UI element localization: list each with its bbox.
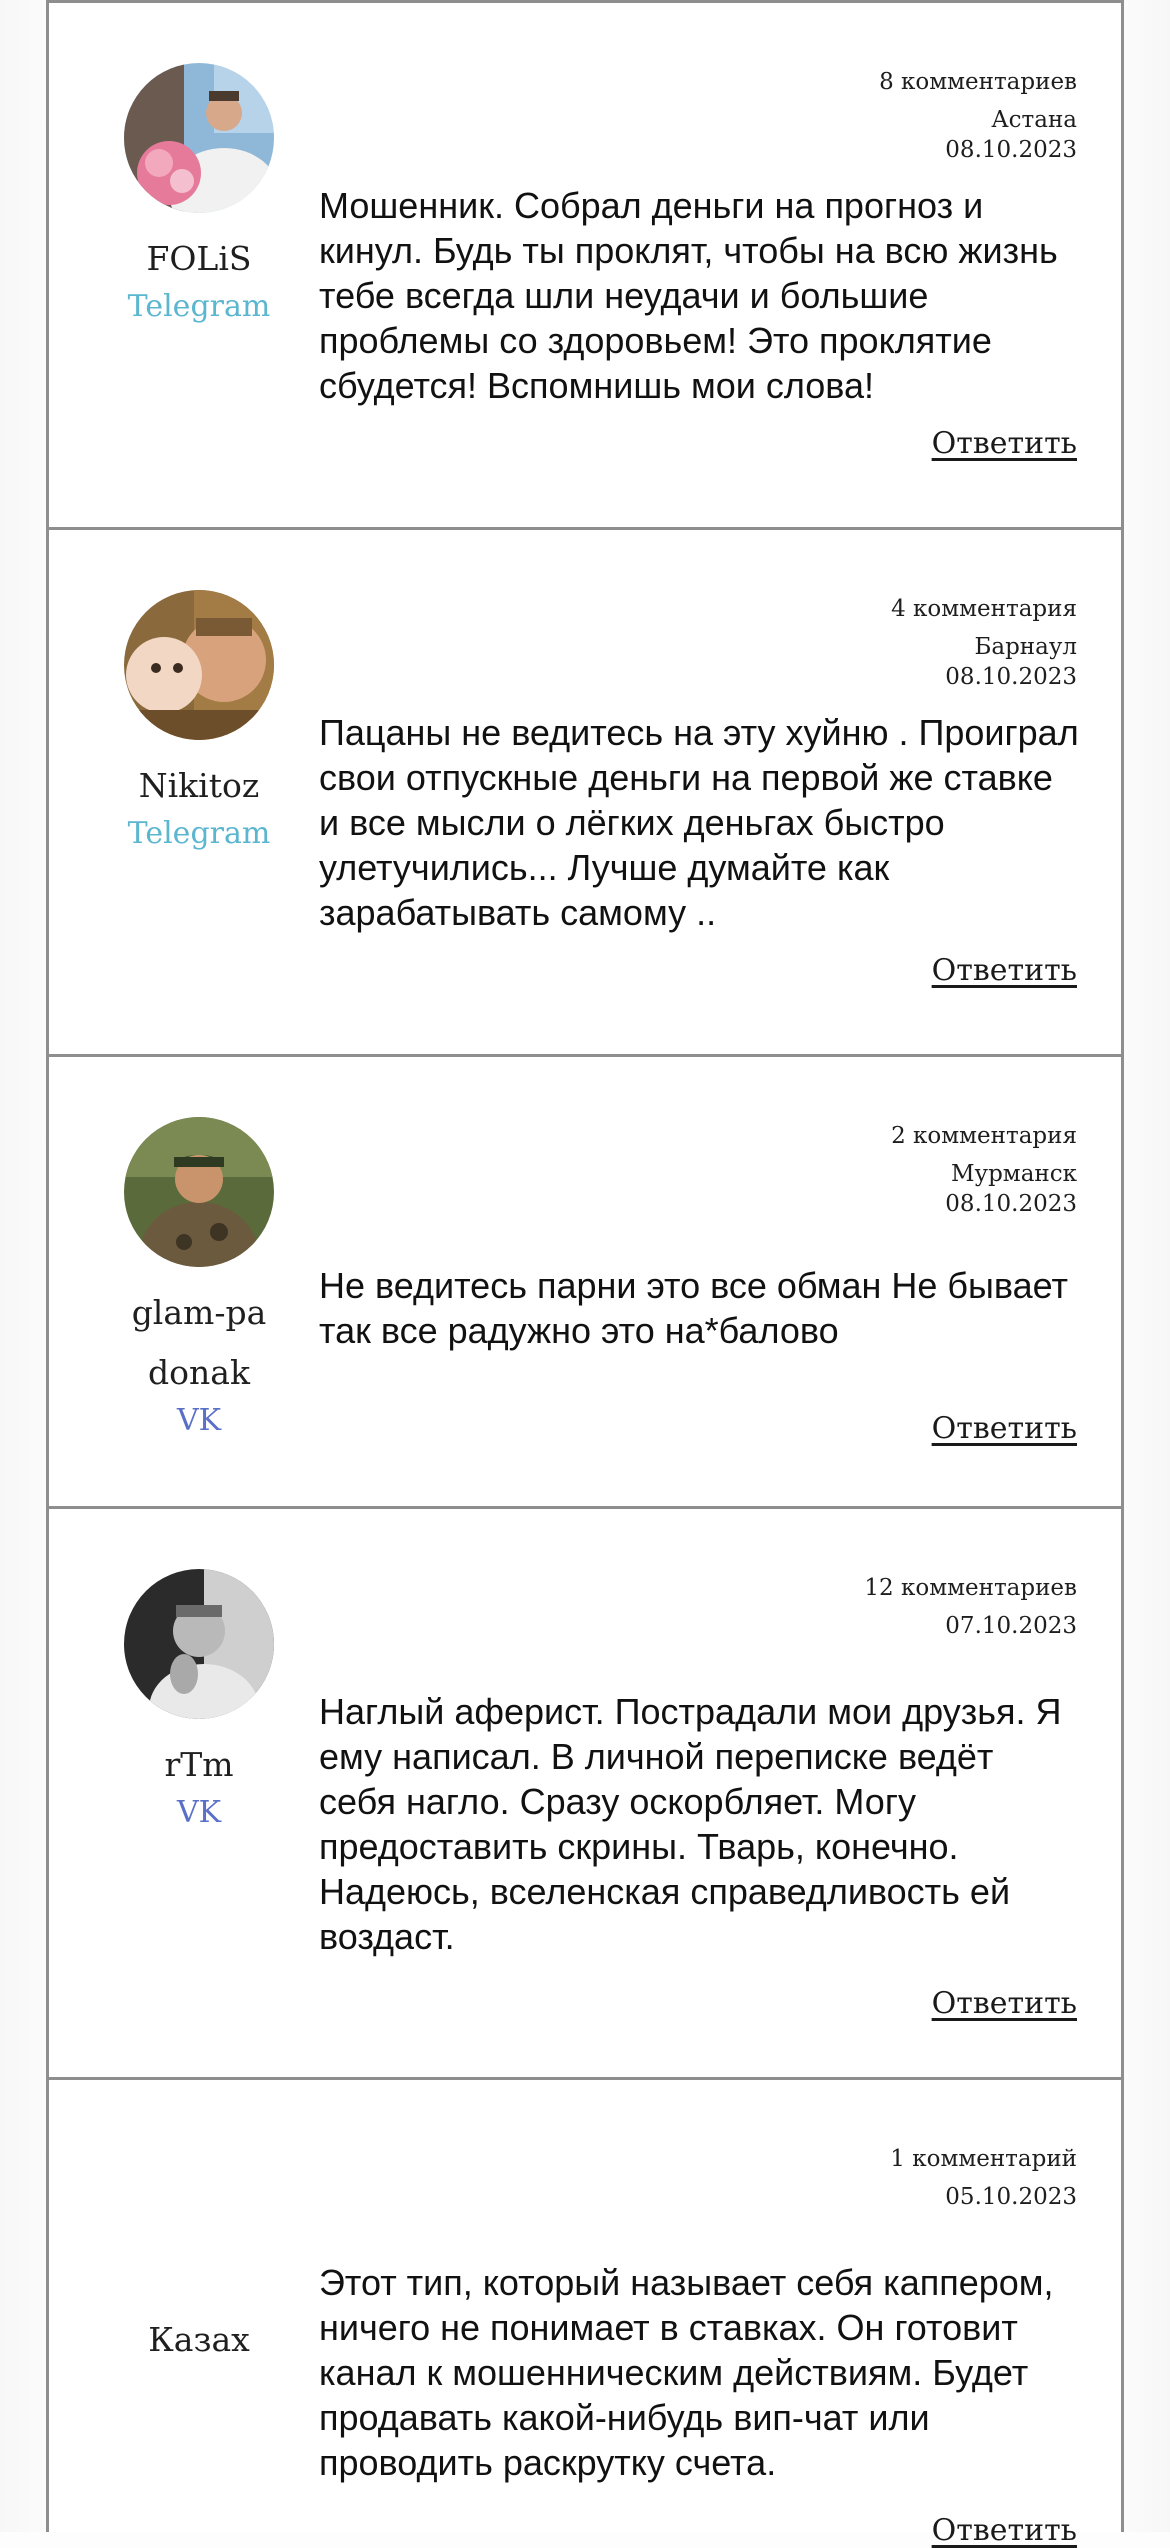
comment-text: Пацаны не ведитесь на эту хуйню . Проиграл свои отпускные деньги на первой же ставке и все мысли о лёгких деньгах быстро улетучились... Лучше думайте как зарабатывать самому .. (319, 712, 1079, 933)
comment-count: 4 комментария (891, 596, 1077, 622)
comment-item (49, 1506, 1121, 2080)
comment-date: 07.10.2023 (945, 1613, 1077, 1639)
comment-author (89, 1569, 309, 1831)
comment-item (49, 0, 1121, 530)
comment-author (89, 63, 309, 325)
author-name: rTm (164, 1745, 234, 1784)
comment-meta (864, 1569, 1077, 1645)
comment-meta (891, 1117, 1077, 1223)
comment-count: 1 комментарий (890, 2146, 1077, 2172)
comment-item (49, 527, 1121, 1057)
comment-text: Мошенник. Собрал деньги на прогноз и кинул. Будь ты проклят, чтобы на всю жизнь тебе всегда шли неудачи и большие проблемы со здоровьем! Это проклятие сбудется! Вспомнишь мои слова! (319, 185, 1058, 406)
author-source-link[interactable]: Telegram (127, 289, 271, 324)
avatar[interactable] (124, 590, 274, 740)
comment-date: 05.10.2023 (945, 2184, 1077, 2210)
author-name: Nikitoz (138, 766, 260, 805)
avatar[interactable] (124, 63, 274, 213)
page-margin-right (1124, 0, 1170, 2532)
page-margin-left (0, 0, 46, 2532)
avatar[interactable] (124, 1569, 274, 1719)
comment-count: 2 комментария (891, 1123, 1077, 1149)
comment-meta (890, 2140, 1077, 2216)
comment-meta (879, 63, 1077, 169)
comment-list (46, 0, 1124, 2548)
comment-date: 08.10.2023 (945, 137, 1077, 163)
comment-text: Наглый аферист. Пострадали мои друзья. Я ему написал. В личной переписке ведёт себя нагло. Сразу оскорбляет. Могу предоставить скрины. Тварь, конечно. Надеюсь, вселенская справедливость ей воздаст. (319, 1691, 1062, 1957)
comment-date: 08.10.2023 (945, 664, 1077, 690)
comment-text: Не ведитесь парни это все обман Не бывает так все радужно это на*балово (319, 1265, 1068, 1351)
reply-button[interactable]: Ответить (931, 953, 1077, 988)
author-name: FOLiS (146, 239, 252, 278)
author-name: Казах (148, 2320, 250, 2359)
reply-button[interactable]: Ответить (931, 2513, 1077, 2548)
author-source-link[interactable]: VK (176, 1403, 222, 1438)
comment-author (89, 590, 309, 852)
avatar[interactable] (124, 1117, 274, 1267)
comment-meta (891, 590, 1077, 696)
comment-item (49, 1054, 1121, 1509)
comment-city: Барнаул (974, 634, 1077, 660)
comment-count: 12 комментариев (864, 1575, 1077, 1601)
author-source-link[interactable]: VK (176, 1795, 222, 1830)
comment-item (49, 2077, 1121, 2548)
comment-date: 08.10.2023 (945, 1191, 1077, 1217)
comment-city: Мурманск (951, 1161, 1077, 1187)
comment-author (89, 1117, 309, 1439)
author-name: glam-padonak (131, 1293, 267, 1392)
comment-count: 8 комментариев (879, 69, 1077, 95)
comment-city: Астана (991, 107, 1077, 133)
reply-button[interactable]: Ответить (931, 426, 1077, 461)
comment-text: Этот тип, который называет себя каппером, ничего не понимает в ставках. Он готовит канал к мошенническим действиям. Будет продавать какой-нибудь вип-чат или проводить раскрутку счета. (319, 2262, 1054, 2483)
reply-button[interactable]: Ответить (931, 1986, 1077, 2021)
reply-button[interactable]: Ответить (931, 1411, 1077, 1446)
author-source-link[interactable]: Telegram (127, 816, 271, 851)
comment-author (89, 2310, 309, 2370)
